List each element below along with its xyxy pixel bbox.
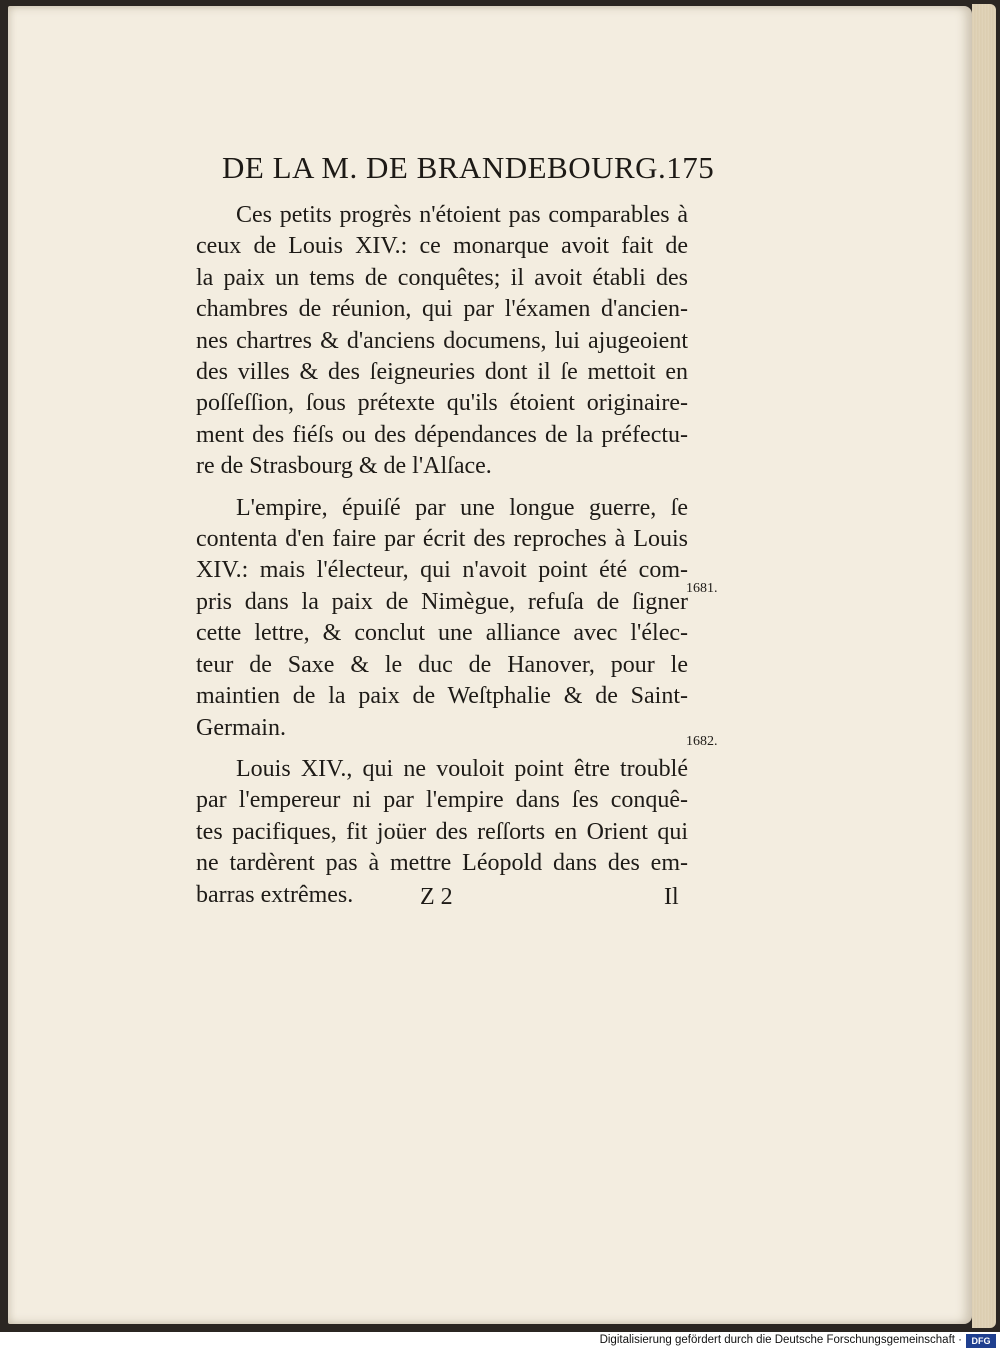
text-line: re de Strasbourg & de l'Alſace. — [196, 453, 492, 480]
running-header — [222, 150, 715, 186]
signature-mark: Z 2 — [420, 884, 453, 910]
text-line: nes chartres & d'anciens documens, lui ajugeoient — [196, 327, 688, 354]
text-line: ne tardèrent pas à mettre Léopold dans des em- — [196, 850, 688, 877]
text-line: barras extrêmes. — [196, 881, 354, 908]
text-line: cette lettre, & conclut une alliance avec l'élec- — [196, 620, 688, 647]
paragraph-2 — [196, 493, 688, 744]
margin-date-1681: 1681. — [686, 581, 718, 596]
catchword: Il — [664, 884, 679, 910]
text-line: L'empire, épuiſé par une longue guerre, ſe — [236, 494, 688, 521]
running-title: DE LA M. DE BRANDEBOURG. — [222, 150, 667, 185]
text-line: chambres de réunion, qui par l'éxamen d'ancien- — [196, 296, 688, 323]
page-fore-edge — [972, 4, 996, 1328]
text-line: contenta d'en faire par écrit des reproches à Louis — [196, 526, 688, 553]
text-line: la paix un tems de conquêtes; il avoit établi des — [196, 264, 688, 291]
text-line: poſſeſſion, ſous prétexte qu'ils étoient originaire- — [196, 390, 688, 417]
text-line: teur de Saxe & le duc de Hanover, pour le — [196, 651, 688, 678]
text-line: XIV.: mais l'électeur, qui n'avoit point été com- — [196, 557, 688, 584]
text-line: maintien de la paix de Weſtphalie & de Saint- — [196, 683, 688, 710]
text-line: Louis XIV., qui ne vouloit point être troublé — [236, 755, 688, 782]
text-line: ment des fiéſs ou des dépendances de la préfectu- — [196, 421, 688, 448]
margin-date-1682: 1682. — [686, 734, 718, 749]
text-line: tes pacifiques, fit joüer des reſſorts en Orient qui — [196, 818, 688, 845]
body-text — [196, 200, 688, 921]
digitization-credit: Digitalisierung gefördert durch die Deutsche Forschungsgemeinschaft · — [599, 1334, 962, 1346]
page-number: 175 — [666, 150, 715, 185]
text-line: par l'empereur ni par l'empire dans ſes conquê- — [196, 787, 688, 814]
text-line: ceux de Louis XIV.: ce monarque avoit fait de — [196, 233, 688, 260]
text-line: Germain. — [196, 714, 286, 741]
dfg-logo: DFG — [966, 1334, 996, 1348]
text-line: Ces petits progrès n'étoient pas comparables à — [236, 202, 688, 228]
paragraph-1 — [196, 200, 688, 483]
text-line: des villes & des ſeigneuries dont il ſe mettoit en — [196, 359, 688, 386]
text-line: pris dans la paix de Nimègue, refuſa de ſigner — [196, 588, 688, 615]
